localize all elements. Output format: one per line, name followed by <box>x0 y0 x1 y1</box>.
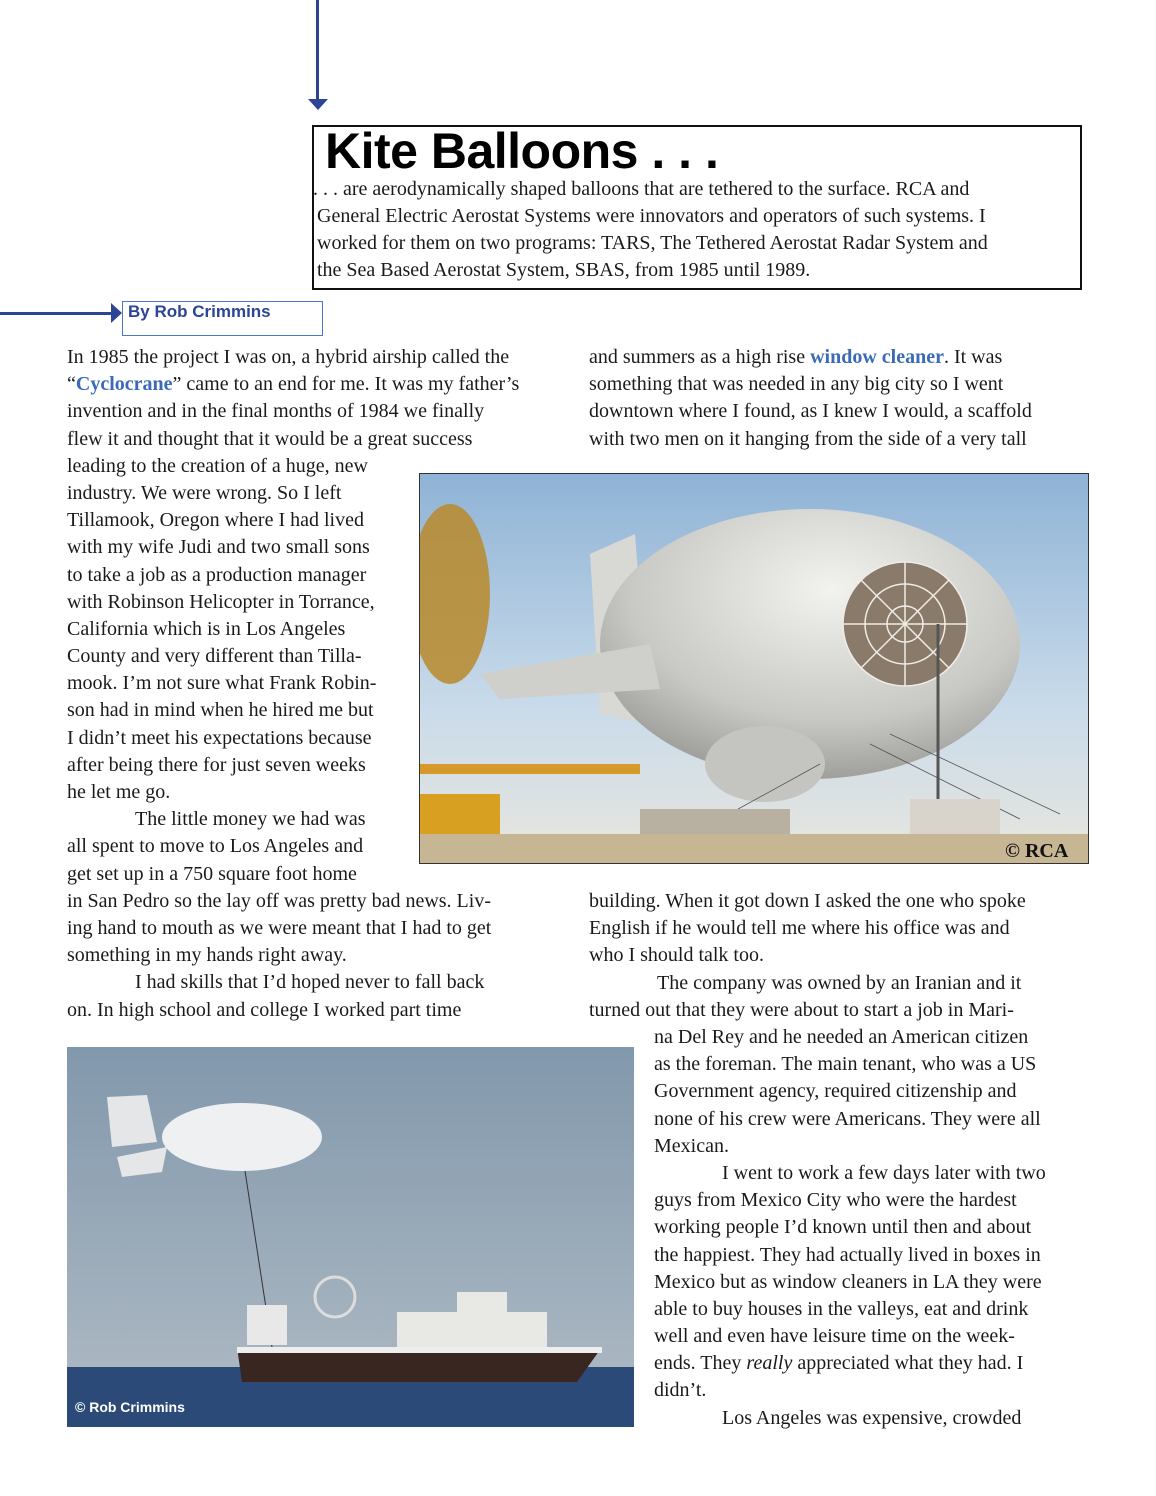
article-line: on. In high school and college I worked part time <box>67 998 462 1021</box>
article-line: The little money we had was <box>135 808 366 831</box>
article-line: na Del Rey and he needed an American citizen <box>654 1026 1029 1048</box>
text-segment: appreciated what they had. I <box>792 1352 1024 1375</box>
ship-photo-credit: © Rob Crimmins <box>75 1399 185 1415</box>
article-line: son had in mind when he hired me but <box>67 699 374 722</box>
article-line: who I should talk too. <box>589 944 764 967</box>
article-line <box>67 371 519 398</box>
article-line: to take a job as a production manager <box>67 563 367 586</box>
article-line: The company was owned by an Iranian and it <box>657 971 1022 994</box>
article-line: In 1985 the project I was on, a hybrid airship called the <box>67 346 510 368</box>
article-line: leading to the creation of a huge, new <box>67 454 368 477</box>
article-line: after being there for just seven weeks <box>67 753 366 776</box>
byline: By Rob Crimmins <box>128 302 271 321</box>
article-link[interactable]: Cyclocrane <box>75 373 173 396</box>
intro-text <box>313 176 988 284</box>
article-column-right-bottom <box>654 1024 1046 1432</box>
article-line: with my wife Judi and two small sons <box>67 536 370 559</box>
article-line: turned out that they were about to start a job in Mari- <box>589 998 1014 1021</box>
arrow-right-line <box>0 312 112 315</box>
article-line: invention and in the final months of 1984 we finally <box>67 400 485 423</box>
article-line: I didn’t meet his expectations because <box>67 726 372 749</box>
intro-line: worked for them on two programs: TARS, The Tethered Aerostat Radar System and <box>317 232 988 254</box>
article-line: something in my hands right away. <box>67 944 347 967</box>
article-line: mook. I’m not sure what Frank Robin- <box>67 672 377 695</box>
article-line: California which is in Los Angeles <box>67 617 346 640</box>
article-line: working people I’d known until then and about <box>654 1216 1032 1239</box>
article-line <box>654 1350 1046 1377</box>
ship-aerostat-photo <box>67 1047 634 1427</box>
article-line: didn’t. <box>654 1379 707 1402</box>
article-line: flew it and thought that it would be a great success <box>67 427 473 450</box>
emphasis-text: really <box>746 1352 793 1375</box>
article-line: I went to work a few days later with two <box>722 1161 1046 1184</box>
aerostat-photo <box>419 473 1089 864</box>
article-line: Tillamook, Oregon where I had lived <box>67 509 364 532</box>
article-line: none of his crew were Americans. They were all <box>654 1107 1041 1130</box>
article-line: able to buy houses in the valleys, eat and drink <box>654 1297 1029 1320</box>
article-link[interactable]: window cleaner <box>810 346 944 368</box>
article-line: in San Pedro so the lay off was pretty bad news. Liv- <box>67 889 491 912</box>
article-line: ing hand to mouth as we were meant that I had to get <box>67 916 492 939</box>
article-line: get set up in a 750 square foot home <box>67 862 357 885</box>
aerostat-image <box>420 474 1088 863</box>
article-line: industry. We were wrong. So I left <box>67 481 342 504</box>
text-segment: “ <box>67 373 76 396</box>
intro-line: . . . are aerodynamically shaped balloons that are tethered to the surface. RCA and <box>313 178 970 200</box>
text-segment: and summers as a high rise <box>589 346 811 368</box>
article-line: as the foreman. The main tenant, who was a US <box>654 1053 1037 1076</box>
article-line: all spent to move to Los Angeles and <box>67 835 364 858</box>
article-line: downtown where I found, as I knew I would, a scaffold <box>589 400 1032 423</box>
intro-line: General Electric Aerostat Systems were innovators and operators of such systems. I <box>317 205 986 227</box>
article-line: Mexico but as window cleaners in LA they were <box>654 1270 1042 1293</box>
arrow-down-line <box>316 0 319 100</box>
article-column-right-middle <box>589 888 1026 1024</box>
article-line: Mexican. <box>654 1134 729 1157</box>
ship-image <box>67 1047 634 1427</box>
article-line: the happiest. They had actually lived in boxes in <box>654 1243 1041 1266</box>
article-line: County and very different than Tilla- <box>67 645 362 668</box>
article-line: guys from Mexico City who were the hardest <box>654 1189 1017 1212</box>
article-line: I had skills that I’d hoped never to fall back <box>135 971 485 994</box>
article-line: building. When it got down I asked the one who spoke <box>589 890 1026 912</box>
article-line <box>589 344 1032 371</box>
article-line: something that was needed in any big city so I went <box>589 373 1004 396</box>
aerostat-photo-credit: © RCA <box>1005 840 1069 862</box>
article-line: he let me go. <box>67 781 171 803</box>
text-segment: . It was <box>943 346 1003 368</box>
article-line: Government agency, required citizenship and <box>654 1080 1017 1103</box>
text-segment: ” came to an end for me. It was my father’s <box>172 373 520 396</box>
intro-line: the Sea Based Aerostat System, SBAS, from 1985 until 1989. <box>317 259 811 281</box>
article-line: with two men on it hanging from the side of a very tall <box>589 427 1027 450</box>
text-segment: ends. They <box>654 1352 747 1375</box>
article-column-right-top <box>589 344 1032 453</box>
article-line: well and even have leisure time on the week- <box>654 1325 1015 1348</box>
arrow-right-icon <box>111 303 122 323</box>
arrow-down-icon <box>308 99 328 110</box>
article-line: Los Angeles was expensive, crowded <box>722 1406 1022 1429</box>
article-line: with Robinson Helicopter in Torrance, <box>67 590 375 613</box>
page-title: Kite Balloons . . . <box>325 123 719 179</box>
article-line: English if he would tell me where his office was and <box>589 917 1010 940</box>
